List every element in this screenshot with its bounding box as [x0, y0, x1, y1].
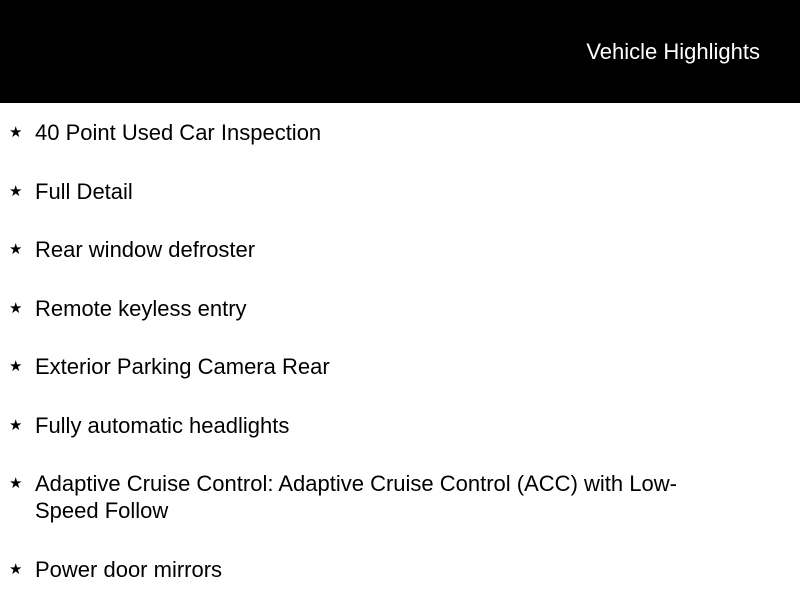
star-icon: ★ — [9, 241, 23, 258]
star-icon: ★ — [9, 358, 23, 375]
star-icon: ★ — [9, 183, 23, 200]
highlight-text: Remote keyless entry — [35, 296, 247, 321]
highlight-text: Fully automatic headlights — [35, 413, 290, 438]
star-icon: ★ — [9, 561, 23, 578]
highlight-text: Full Detail — [35, 179, 133, 204]
highlight-text: Adaptive Cruise Control: Adaptive Cruise Control (ACC) with Low-Speed Follow — [35, 471, 677, 523]
star-icon: ★ — [9, 475, 23, 492]
star-icon: ★ — [9, 417, 23, 434]
star-icon: ★ — [9, 124, 23, 141]
highlight-text: Power door mirrors — [35, 557, 223, 582]
page-title: Vehicle Highlights — [586, 39, 760, 64]
star-icon: ★ — [9, 300, 23, 317]
highlight-text: Rear window defroster — [35, 237, 256, 262]
header-bar — [0, 0, 800, 103]
highlight-text: 40 Point Used Car Inspection — [35, 120, 322, 145]
highlight-text: Exterior Parking Camera Rear — [35, 354, 330, 379]
